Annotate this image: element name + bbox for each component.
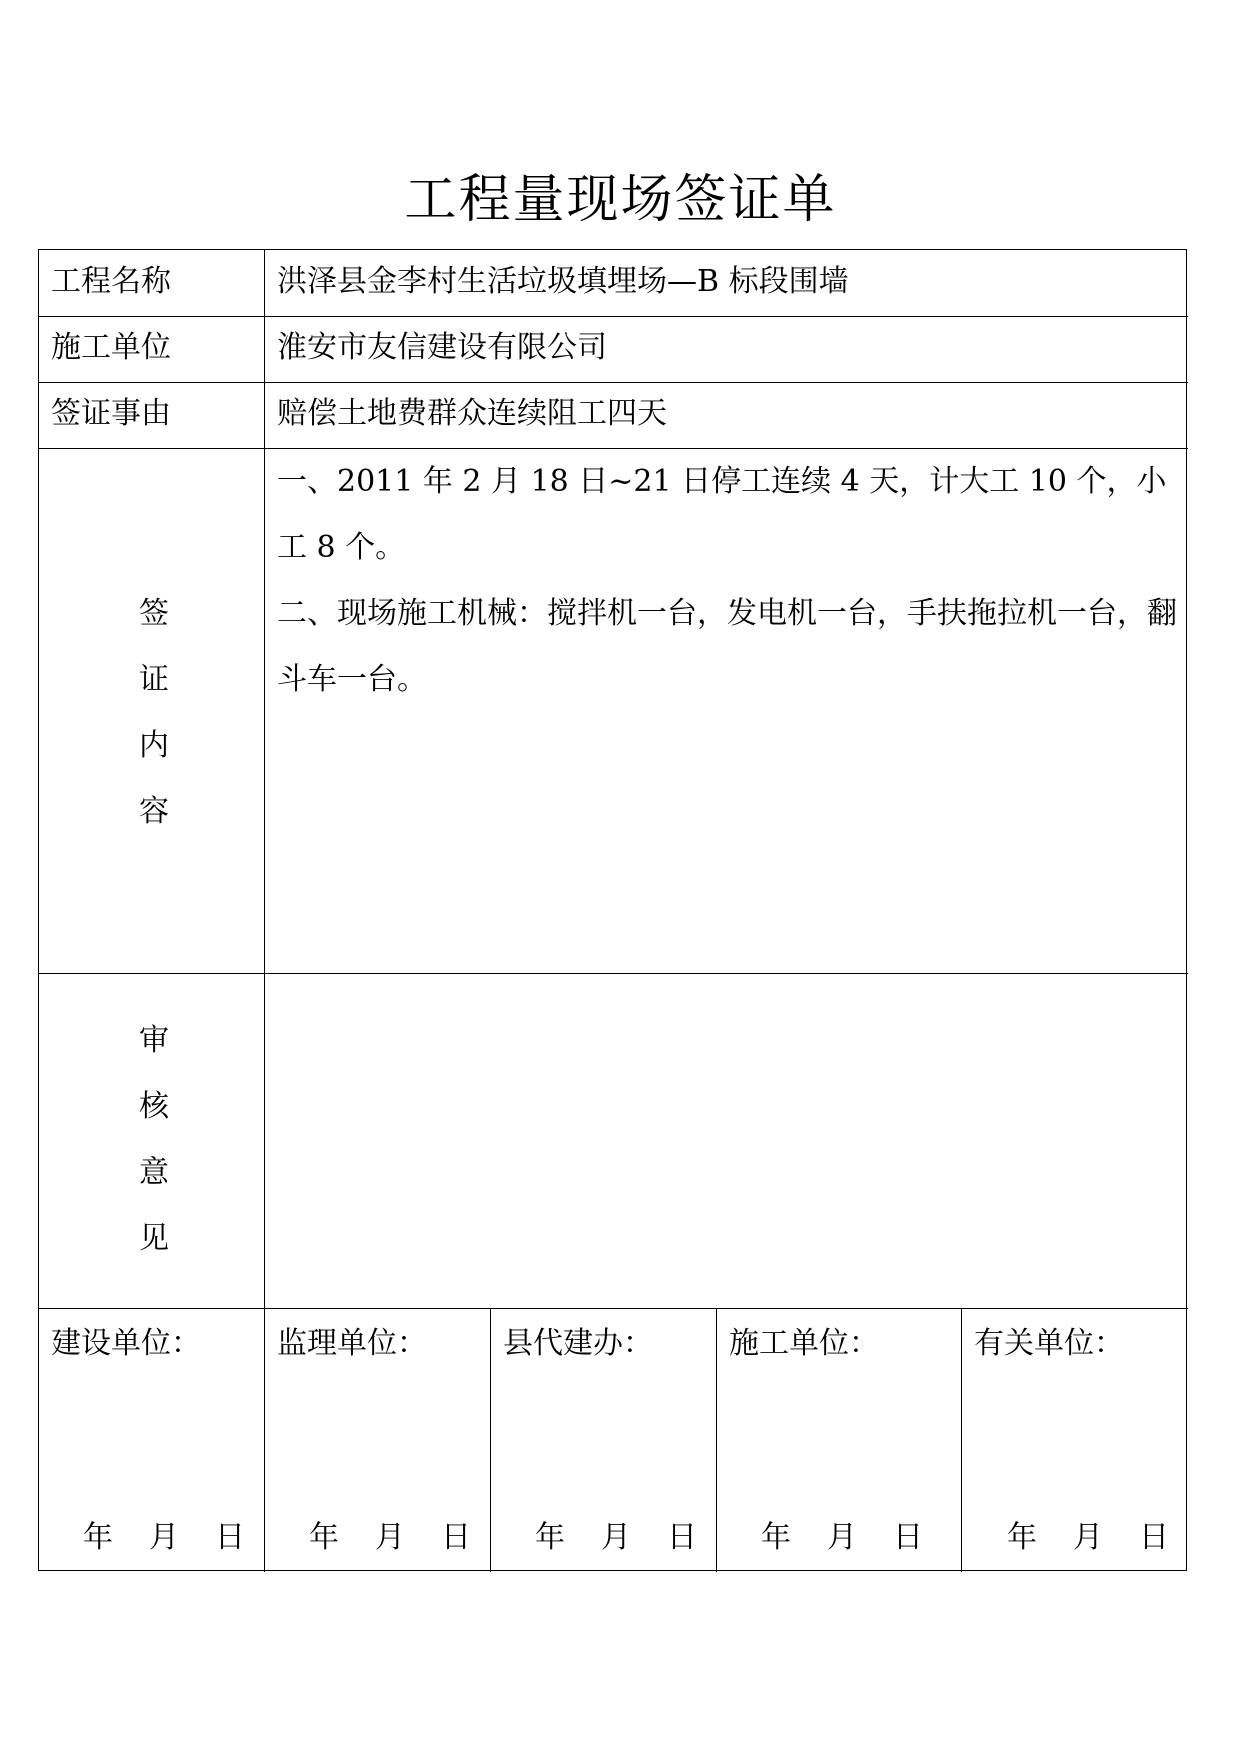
signature-date-supervisor [309, 1518, 471, 1558]
date-day: 日 [441, 1520, 471, 1555]
date-month: 月 [827, 1520, 857, 1555]
visa-content-label-char: 证 [139, 662, 169, 697]
signature-column-divider [490, 1308, 491, 1572]
signature-label-related-unit: 有关单位： [974, 1326, 1124, 1361]
visa-reason-label: 签证事由 [51, 396, 171, 431]
visa-reason-value: 赔偿土地费群众连续阻工四天 [277, 396, 667, 431]
project-name-value: 洪泽县金李村生活垃圾填埋场—B 标段围墙 [277, 264, 849, 299]
construction-unit-value: 淮安市友信建设有限公司 [277, 330, 607, 365]
signature-column-divider [961, 1308, 962, 1572]
date-day: 日 [893, 1520, 923, 1555]
review-opinion-label-char: 见 [139, 1221, 169, 1256]
document-title: 工程量现场签证单 [404, 170, 837, 230]
signature-column-divider [716, 1308, 717, 1572]
visa-content-label-char: 容 [139, 794, 169, 829]
review-opinion-label-char: 核 [139, 1089, 169, 1124]
date-month: 月 [601, 1520, 631, 1555]
date-day: 日 [215, 1520, 245, 1555]
date-year: 年 [309, 1520, 339, 1555]
date-month: 月 [1073, 1520, 1103, 1555]
signature-label-builder: 建设单位： [51, 1326, 201, 1361]
row-divider [39, 973, 1188, 974]
date-day: 日 [1139, 1520, 1169, 1555]
signature-date-contractor [761, 1518, 923, 1558]
visa-form-table [38, 249, 1187, 1571]
construction-unit-label: 施工单位 [51, 330, 171, 365]
signature-date-county-agency [535, 1518, 697, 1558]
visa-content-label-char: 内 [139, 728, 169, 763]
project-name-label: 工程名称 [51, 264, 171, 299]
row-divider [39, 1308, 1188, 1309]
review-opinion-label-char: 审 [139, 1023, 169, 1058]
visa-content-paragraph-1: 一、2011 年 2 月 18 日~21 日停工连续 4 天，计大工 10 个，小工 8 个。 [277, 464, 1167, 565]
signature-date-builder [83, 1518, 245, 1558]
date-month: 月 [149, 1520, 179, 1555]
signature-label-contractor: 施工单位： [729, 1326, 879, 1361]
signature-label-supervisor: 监理单位： [277, 1326, 427, 1361]
date-month: 月 [375, 1520, 405, 1555]
date-year: 年 [535, 1520, 565, 1555]
signature-label-county-agency: 县代建办： [503, 1326, 653, 1361]
date-year: 年 [83, 1520, 113, 1555]
visa-content-label [129, 581, 179, 845]
review-opinion-label-char: 意 [139, 1155, 169, 1190]
date-year: 年 [761, 1520, 791, 1555]
row-divider [39, 316, 1188, 317]
review-opinion-label [129, 1008, 179, 1272]
visa-content-paragraph-2: 二、现场施工机械：搅拌机一台，发电机一台，手扶拖拉机一台，翻斗车一台。 [277, 596, 1177, 697]
date-year: 年 [1007, 1520, 1037, 1555]
row-divider [39, 382, 1188, 383]
signature-date-related-unit [1007, 1518, 1169, 1558]
label-column-divider [264, 250, 265, 1572]
visa-content-label-char: 签 [139, 596, 169, 631]
date-day: 日 [667, 1520, 697, 1555]
